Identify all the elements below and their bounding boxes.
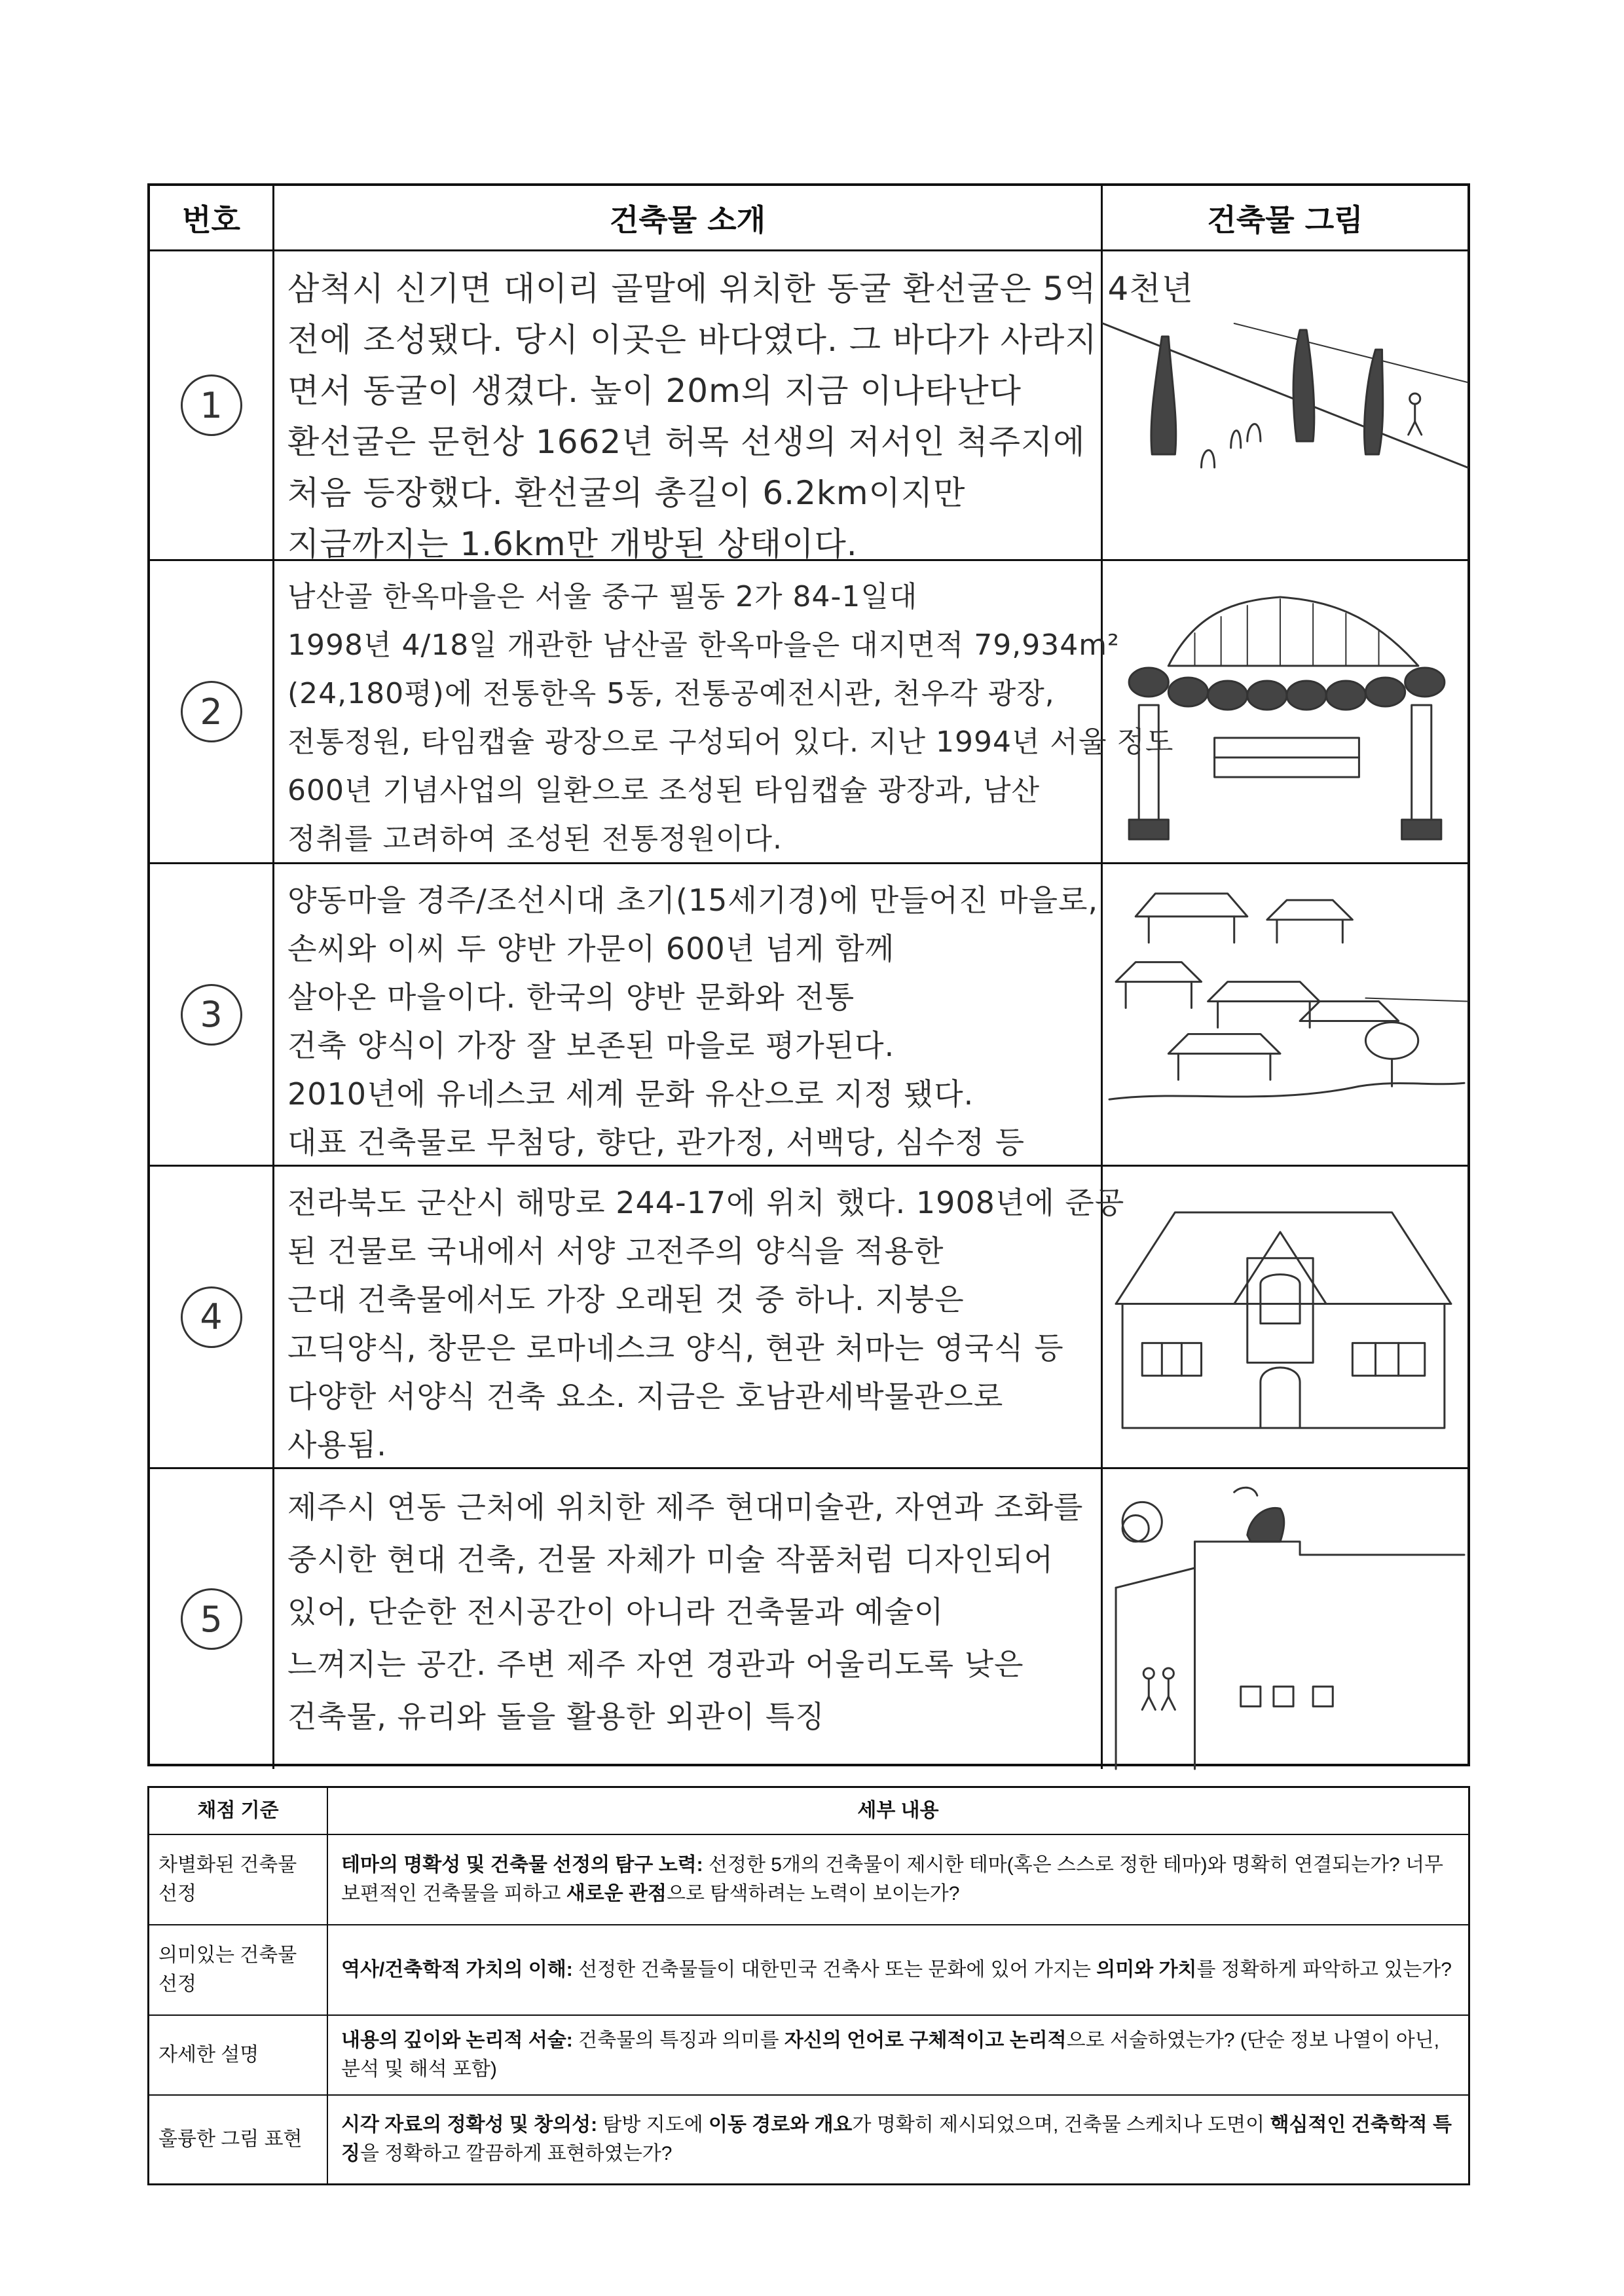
row-number-3: 3: [181, 984, 242, 1046]
intro-line: 삼척시 신기면 대이리 골말에 위치한 동굴 환선굴은 5억 4천년: [287, 270, 1194, 308]
rubric-detail: [328, 2016, 1468, 2094]
row-number-cell: [150, 1469, 274, 1769]
intro-line: 중시한 현대 건축, 건물 자체가 미술 작품처럼 디자인되어: [287, 1542, 1054, 1577]
intro-line: 정취를 고려하여 조성된 전통정원이다.: [287, 822, 783, 856]
table-row-5: [150, 1469, 1467, 1769]
row-intro-3: [274, 864, 1103, 1165]
row-number-cell: [150, 864, 274, 1165]
rubric-criteria: 자세한 설명: [149, 2016, 328, 2094]
rubric-header-criteria: 채점 기준: [149, 1788, 328, 1834]
table-row-1: [150, 251, 1467, 561]
rubric-text: 탐방 지도에: [597, 2114, 709, 2136]
row-intro-4: [274, 1167, 1125, 1467]
rubric-text: 가 명확히 제시되었으며, 건축물 스케치나 도면이: [852, 2114, 1270, 2136]
rubric-text: 으로 탐색하려는 노력이 보이는가?: [667, 1883, 960, 1904]
customs-house-sketch: [1103, 1167, 1467, 1467]
intro-line: 건축물, 유리와 돌을 활용한 외관이 특징: [287, 1699, 825, 1734]
rubric-bold: 자신의 언어로 구체적이고 논리적: [784, 2030, 1067, 2051]
row-number-2: 2: [181, 681, 242, 742]
header-intro: 건축물 소개: [274, 186, 1103, 249]
rubric-header-detail: 세부 내용: [857, 1800, 939, 1821]
intro-line: 전라북도 군산시 해망로 244-17에 위치 했다. 1908년에 준공: [287, 1185, 1125, 1220]
intro-line: 느껴지는 공간. 주변 제주 자연 경관과 어울리도록 낮은: [287, 1647, 1024, 1682]
rubric-header-row: [149, 1788, 1468, 1835]
intro-line: 대표 건축물로 무첨당, 향단, 관가정, 서백당, 심수정 등: [287, 1125, 1025, 1160]
rubric-criteria: 의미있는 건축물 선정: [149, 1925, 328, 2014]
intro-line: 살아온 마을이다. 한국의 양반 문화와 전통: [287, 979, 855, 1015]
intro-line: 건축 양식이 가장 잘 보존된 마을로 평가된다.: [287, 1028, 895, 1063]
row-intro-5: [274, 1469, 1103, 1769]
intro-line: 처음 등장했다. 환선굴의 총길이 6.2km이지만: [287, 474, 966, 512]
intro-line: 1998년 4/18일 개관한 남산골 한옥마을은 대지면적 79,934m²: [287, 629, 1120, 662]
row-number-cell: [150, 561, 274, 862]
intro-line: 고딕양식, 창문은 로마네스크 양식, 현관 처마는 영국식 등: [287, 1330, 1064, 1366]
header-number: 번호: [150, 186, 274, 249]
intro-line: 지금까지는 1.6km만 개방된 상태이다.: [287, 525, 858, 563]
village-sketch: [1103, 864, 1467, 1165]
rubric-bold: 새로운 관점: [566, 1883, 667, 1904]
rubric-text: 선정한 5개의 건축물이 제시한 테마(혹은 스스로 정한 테마)와 명확히 연결되는가? 너무 보편적인 건축물을 피하고: [341, 1854, 1444, 1904]
rubric-table: [147, 1786, 1470, 2185]
rubric-text: 을 정확하고 깔끔하게 표현하였는가?: [360, 2143, 673, 2164]
row-intro-1: [274, 251, 1194, 563]
rubric-row: [149, 2096, 1468, 2183]
table-row-2: [150, 561, 1467, 864]
intro-line: 사용됨.: [287, 1427, 387, 1463]
rubric-text: 으로 서술하였는가? (단순 정보 나열이 아닌, 분석 및 해석 포함): [341, 2030, 1440, 2080]
cave-sketch: [1103, 251, 1467, 559]
rubric-row: [149, 2016, 1468, 2096]
building-table: [147, 183, 1470, 1766]
rubric-detail: [328, 1925, 1468, 2014]
intro-line: 있어, 단순한 전시공간이 아니라 건축물과 예술이: [287, 1594, 944, 1630]
rubric-bold: 의미와 가치: [1096, 1959, 1197, 1980]
row-number-cell: [150, 1167, 274, 1467]
row-number-1: 1: [181, 374, 242, 436]
intro-line: 면서 동굴이 생겼다. 높이 20m의 지금 이나타난다: [287, 372, 1022, 410]
hanok-sketch: [1103, 561, 1467, 862]
rubric-text: 건축물의 특징과 의미를: [572, 2030, 784, 2051]
rubric-bold: 역사/건축학적 가치의 이해:: [341, 1959, 573, 1980]
rubric-row: [149, 1925, 1468, 2016]
intro-line: 근대 건축물에서도 가장 오래된 것 중 하나. 지붕은: [287, 1282, 965, 1317]
rubric-row: [149, 1835, 1468, 1925]
rubric-criteria: 훌륭한 그림 표현: [149, 2096, 328, 2183]
intro-line: (24,180평)에 전통한옥 5동, 전통공예전시관, 천우각 광장,: [287, 677, 1055, 710]
row-number-cell: [150, 251, 274, 559]
rubric-text: 선정한 건축물들이 대한민국 건축사 또는 문화에 있어 가지는: [572, 1959, 1097, 1980]
rubric-bold: 내용의 깊이와 논리적 서술:: [341, 2030, 573, 2051]
rubric-bold: 이동 경로와 개요: [709, 2114, 853, 2136]
intro-line: 2010년에 유네스코 세계 문화 유산으로 지정 됐다.: [287, 1076, 974, 1112]
rubric-bold: 핵심적인 건축학적 특징: [341, 2114, 1452, 2164]
row-intro-2: [274, 561, 1174, 862]
rubric-text: 를 정확하게 파악하고 있는가?: [1196, 1959, 1452, 1980]
table-header-row: [150, 186, 1467, 251]
rubric-bold: 시각 자료의 정확성 및 창의성:: [341, 2114, 598, 2136]
intro-line: 환선굴은 문헌상 1662년 허목 선생의 저서인 척주지에: [287, 423, 1086, 461]
rubric-criteria: 차별화된 건축물 선정: [149, 1835, 328, 1924]
intro-line: 손씨와 이씨 두 양반 가문이 600년 넘게 함께: [287, 931, 895, 966]
intro-line: 남산골 한옥마을은 서울 중구 필동 2가 84-1일대: [287, 580, 918, 613]
row-number-4: 4: [181, 1286, 242, 1348]
intro-line: 전통정원, 타임캡슐 광장으로 구성되어 있다. 지난 1994년 서울 정도: [287, 725, 1174, 759]
intro-line: 전에 조성됐다. 당시 이곳은 바다였다. 그 바다가 사라지: [287, 321, 1098, 359]
intro-line: 다양한 서양식 건축 요소. 지금은 호남관세박물관으로: [287, 1379, 1004, 1414]
rubric-detail: [328, 1835, 1468, 1924]
museum-sketch: [1103, 1469, 1467, 1769]
intro-line: 양동마을 경주/조선시대 초기(15세기경)에 만들어진 마을로,: [287, 883, 1099, 918]
rubric-detail: [328, 2096, 1468, 2183]
row-number-5: 5: [181, 1588, 242, 1650]
intro-line: 제주시 연동 근처에 위치한 제주 현대미술관, 자연과 조화를: [287, 1489, 1084, 1525]
table-row-3: [150, 864, 1467, 1167]
table-row-4: [150, 1167, 1467, 1469]
intro-line: 된 건물로 국내에서 서양 고전주의 양식을 적용한: [287, 1233, 944, 1269]
intro-line: 600년 기념사업의 일환으로 조성된 타임캡슐 광장과, 남산: [287, 774, 1040, 807]
header-drawing: 건축물 그림: [1207, 202, 1363, 238]
rubric-bold: 테마의 명확성 및 건축물 선정의 탐구 노력:: [341, 1854, 703, 1876]
